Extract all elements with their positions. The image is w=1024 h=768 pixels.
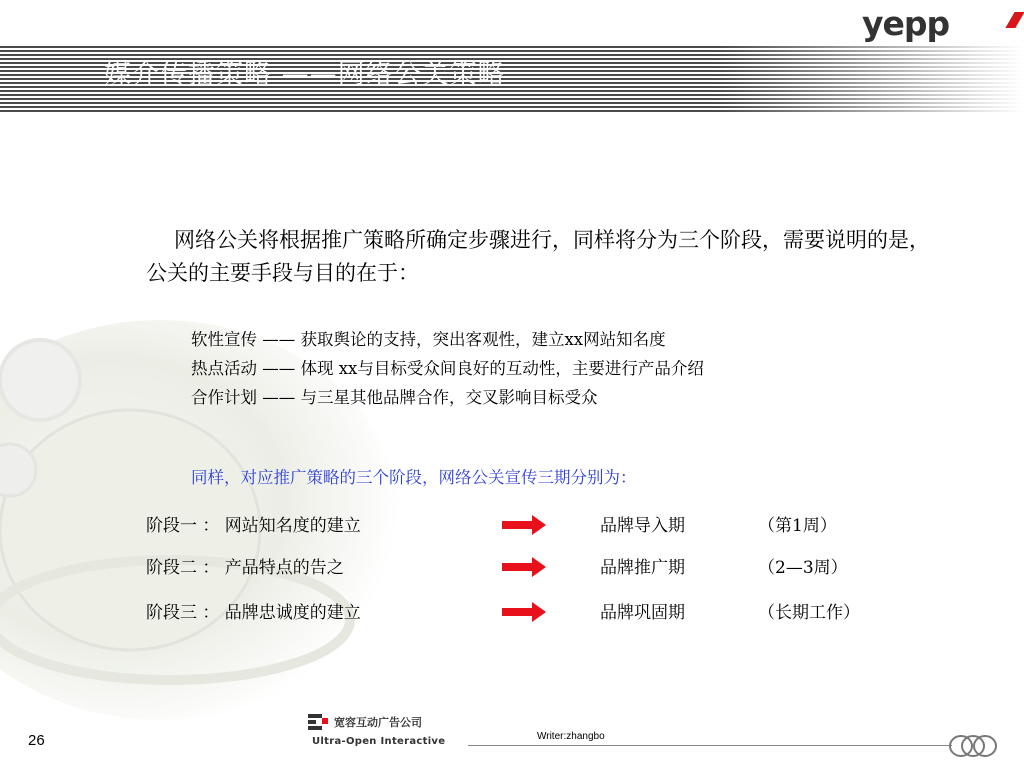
intro-text: 网络公关将根据推广策略所确定步骤进行，同样将分为三个阶段，需要说明的是，公关的主要手段与目的在于：	[146, 228, 930, 285]
footer-divider	[468, 745, 952, 746]
phase-duration: （2—3周）	[758, 558, 848, 578]
page-number: 26	[28, 732, 45, 749]
phase-intro-note: 同样，对应推广策略的三个阶段，网络公关宣传三期分别为：	[191, 468, 637, 487]
phase-duration: （第1周）	[758, 516, 837, 536]
list-item: 热点活动 —— 体现 xx与目标受众间良好的互动性，主要进行产品介绍	[191, 359, 704, 378]
phase-brand-stage: 品牌推广期	[600, 558, 685, 578]
phase-brand-stage: 品牌巩固期	[600, 603, 685, 623]
phase-label: 阶段一 ： 网站知名度的建立	[146, 516, 361, 536]
rings-icon	[946, 733, 1000, 759]
slide-title: 媒介传播策略 ——网络公关策略	[104, 59, 506, 90]
phase-brand-stage: 品牌导入期	[600, 516, 685, 536]
phase-duration: （长期工作）	[758, 603, 860, 623]
company-name-en: Ultra-Open Interactive	[312, 736, 446, 747]
writer-credit: Writer:zhangbo	[537, 731, 605, 742]
list-item: 合作计划 —— 与三星其他品牌合作，交叉影响目标受众	[191, 388, 598, 407]
list-item: 软性宣传 —— 获取舆论的支持，突出客观性，建立xx网站知名度	[191, 330, 666, 349]
company-name-cn: 宽容互动广告公司	[334, 716, 422, 729]
pr-means-list	[191, 325, 704, 412]
right-arrow-icon	[502, 602, 546, 622]
company-logo	[308, 712, 458, 752]
intro-paragraph	[146, 224, 946, 290]
logo-text: yepp	[862, 4, 950, 43]
right-arrow-icon	[502, 515, 546, 535]
right-arrow-icon	[502, 557, 546, 577]
phase-label: 阶段三 ： 品牌忠诚度的建立	[146, 603, 361, 623]
logo-accent-mark	[1005, 12, 1024, 28]
yepp-logo	[862, 4, 1012, 43]
company-mark-icon	[308, 712, 330, 732]
phase-label: 阶段二 ： 产品特点的告之	[146, 558, 344, 578]
